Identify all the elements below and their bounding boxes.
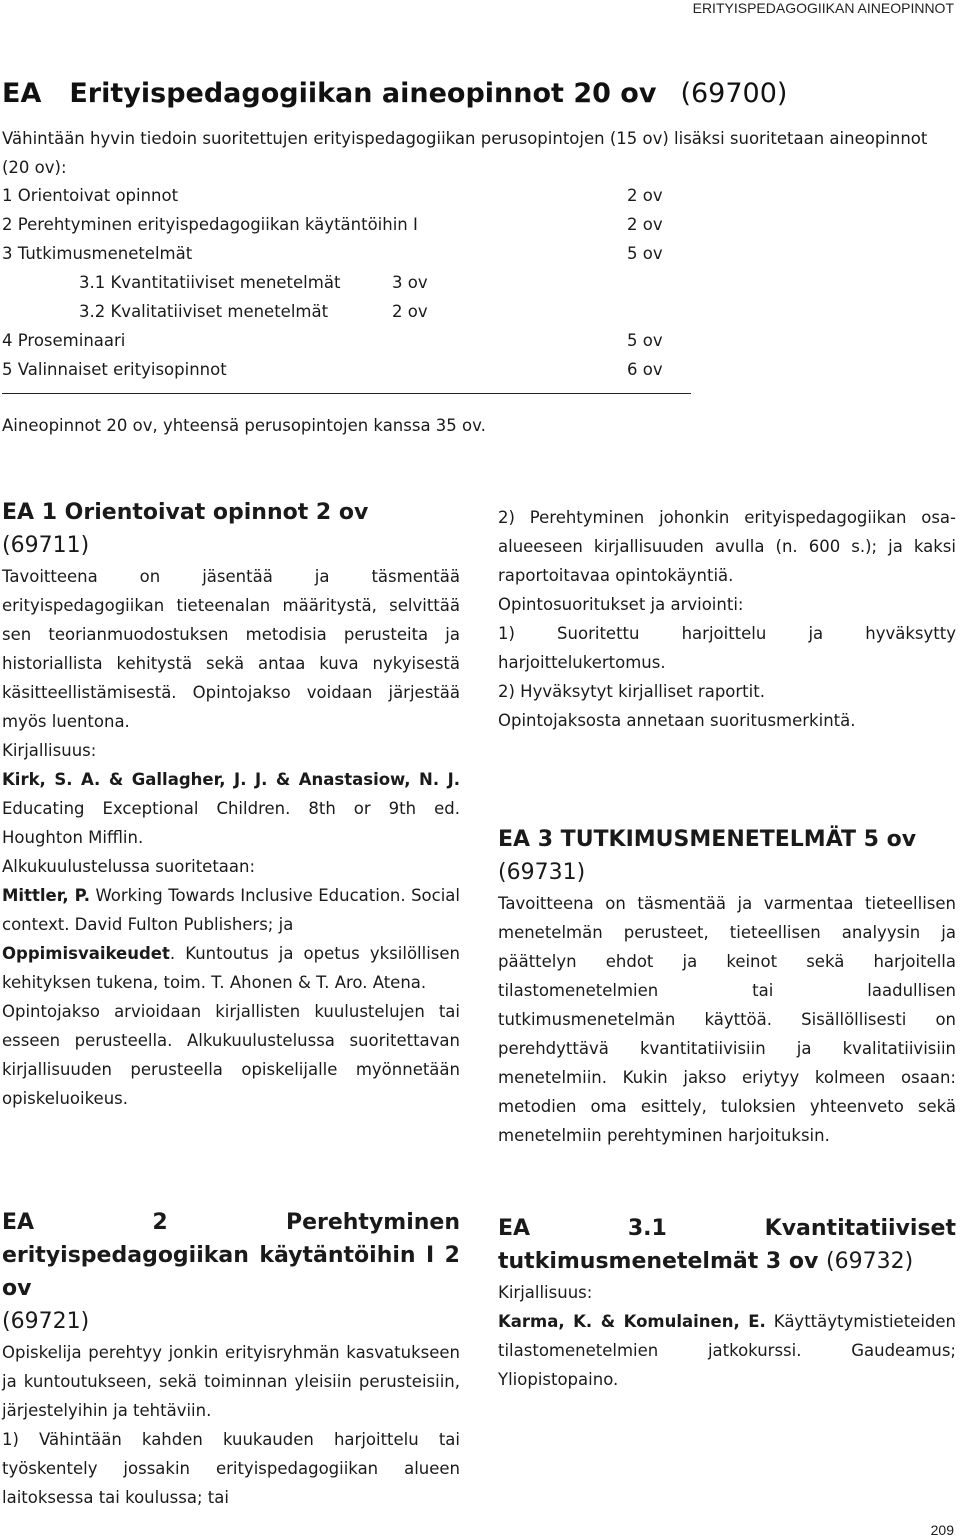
course-credits: 2 ov xyxy=(392,302,428,321)
ea2-heading: EA 2 Perehtyminen erityispedagogiikan käytäntöihin I 2 ov xyxy=(2,1210,460,1301)
left-column xyxy=(2,496,460,1113)
ea31-section xyxy=(498,1212,956,1394)
ea1-heading: EA 1 Orientoivat opinnot 2 ov xyxy=(2,500,369,525)
divider xyxy=(2,393,691,394)
summary-text: Aineopinnot 20 ov, yhteensä perusopintojen kanssa 35 ov. xyxy=(2,416,486,435)
ea2-assess1: 1) Suoritettu harjoittelu ja hyväksytty harjoittelukertomus. xyxy=(498,624,956,672)
ea3-number: (69731) xyxy=(498,860,586,885)
ea1-lit-label: Kirjallisuus: xyxy=(2,741,97,760)
ea1-body: Tavoitteena on jäsentää ja täsmentää erityispedagogiikan tieteenalan määritystä, selvittää sen teorianmuodostuksen metodisia perusteita ja historiallista kehitystä sekä antaa kuva nykyisestä käsitteellistämisestä. Opintojakso voidaan järjestää myös luentona. xyxy=(2,567,460,731)
ea2-body: Opiskelija perehtyy jonkin erityisryhmän kasvatukseen ja kuntoutukseen, sekä toiminnan yleisiin perusteisiin, järjestelyihin ja tehtäviin. xyxy=(2,1343,460,1420)
page-title xyxy=(2,78,787,109)
ea1-assessment: Opintojakso arvioidaan kirjallisten kuulustelujen tai esseen perusteella. Alkukuulustelussa suoritettavan kirjallisuuden perusteella opiskelijalle myönnetään opiskeluoikeus. xyxy=(2,1002,460,1108)
course-credits: 5 ov xyxy=(627,331,663,350)
ea2-number: (69721) xyxy=(2,1309,90,1334)
ea1-exam-label: Alkukuulustelussa suoritetaan: xyxy=(2,857,256,876)
ea31-lit: Karma, K. & Komulainen, E. Käyttäytymistieteiden tilastomenetelmien jatkokurssi. Gaudeamus; Yliopistopaino. xyxy=(498,1312,956,1389)
ea3-section xyxy=(498,823,956,1150)
course-row: 3.2 Kvalitatiiviset menetelmät xyxy=(79,302,329,321)
course-credits: 2 ov xyxy=(627,215,663,234)
course-credits: 6 ov xyxy=(627,360,663,379)
ea2-grade: Opintojaksosta annetaan suoritusmerkintä. xyxy=(498,711,856,730)
ea2-assess2: 2) Hyväksytyt kirjalliset raportit. xyxy=(498,682,765,701)
title-name: Erityispedagogiikan aineopinnot 20 ov xyxy=(69,78,657,109)
course-row: 3 Tutkimusmenetelmät xyxy=(2,244,193,263)
right-column xyxy=(498,503,956,735)
course-row: 1 Orientoivat opinnot xyxy=(2,186,179,205)
course-credits: 2 ov xyxy=(627,186,663,205)
ea1-lit1: Kirk, S. A. & Gallagher, J. J. & Anastasiow, N. J. Educating Exceptional Children. 8th or 9th ed. Houghton Mifflin. xyxy=(2,770,460,847)
ea1-lit3: Oppimisvaikeudet. Kuntoutus ja opetus yksilöllisen kehityksen tukena, toim. T. Ahonen & T. Aro. Atena. xyxy=(2,944,460,992)
ea2-assess-label: Opintosuoritukset ja arviointi: xyxy=(498,595,744,614)
ea2-item2: 2) Perehtyminen johonkin erityispedagogiikan osa-alueeseen kirjallisuuden avulla (n. 600 s.); ja kaksi raportoitavaa opintokäyntiä. xyxy=(498,508,956,585)
ea2-item1: 1) Vähintään kahden kuukauden harjoittelu tai työskentely jossakin erityispedagogiikan alueen laitoksessa tai koulussa; tai xyxy=(2,1430,460,1507)
course-row: 4 Proseminaari xyxy=(2,331,126,350)
running-head: ERITYISPEDAGOGIIKAN AINEOPINNOT xyxy=(692,0,954,16)
ea3-heading: EA 3 TUTKIMUSMENETELMÄT 5 ov xyxy=(498,827,917,852)
title-number: (69700) xyxy=(680,78,788,109)
course-credits: 3 ov xyxy=(392,273,428,292)
course-row: 2 Perehtyminen erityispedagogiikan käytäntöihin I xyxy=(2,215,418,234)
ea31-heading: EA 3.1 Kvantitatiiviset tutkimusmenetelmät 3 ov (69732) xyxy=(498,1216,956,1274)
ea1-lit2: Mittler, P. Working Towards Inclusive Education. Social context. David Fulton Publishers; ja xyxy=(2,886,460,934)
title-code: EA xyxy=(2,78,42,109)
ea1-number: (69711) xyxy=(2,533,90,558)
course-credits: 5 ov xyxy=(627,244,663,263)
course-row: 3.1 Kvantitatiiviset menetelmät xyxy=(79,273,341,292)
ea31-lit-label: Kirjallisuus: xyxy=(498,1283,593,1302)
ea2-section xyxy=(2,1206,460,1512)
ea3-body: Tavoitteena on täsmentää ja varmentaa tieteellisen menetelmän perusteet, tieteellisen analyysin ja päättelyn ehdot ja keinot sekä harjoitella tilastomenetelmien tai laadullisen tutkimusmenetelmän käyttöä. Sisällöllisesti on perehdyttävä kvantitatiivisiin ja kvalitatiivisiin menetelmiin. Kukin jakso eriytyy kolmeen osaan: metodien oma esittely, tuloksien yhteenveto sekä menetelmiin perehtyminen harjoituksin. xyxy=(498,894,956,1145)
intro-text: Vähintään hyvin tiedoin suoritettujen erityispedagogiikan perusopintojen (15 ov) lisäksi suoritetaan aineopinnot (20 ov): xyxy=(2,129,928,177)
course-row: 5 Valinnaiset erityisopinnot xyxy=(2,360,227,379)
page-number: 209 xyxy=(930,1522,954,1538)
